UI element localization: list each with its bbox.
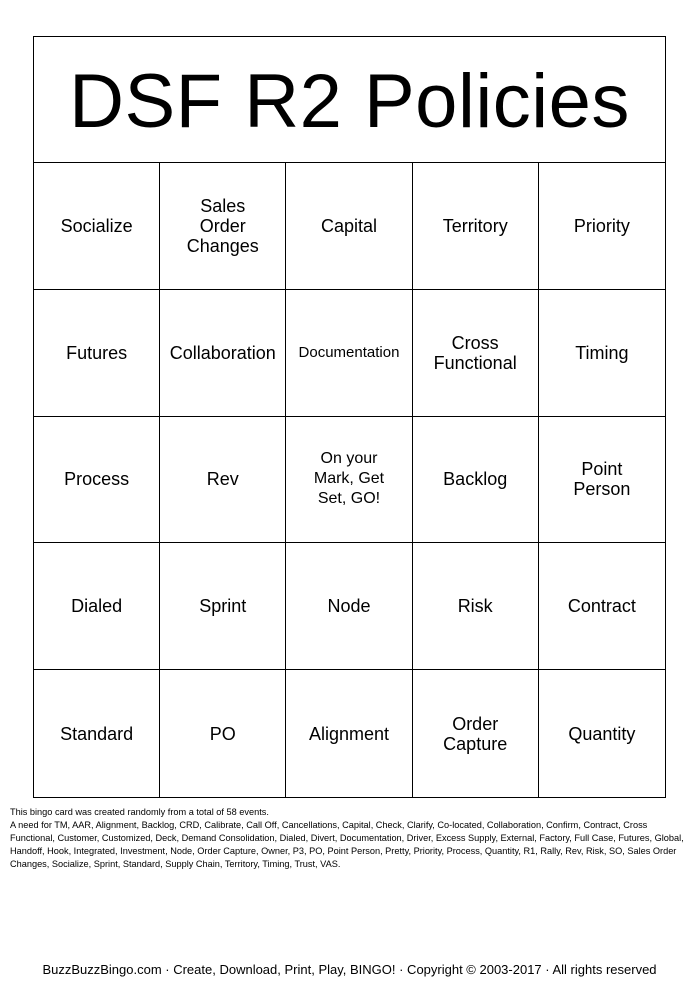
card-title: DSF R2 Policies: [34, 37, 665, 163]
bingo-cell: Timing: [539, 290, 665, 417]
event-list: A need for TM, AAR, Alignment, Backlog, CRD, Calibrate, Call Off, Cancellations, Capital, Check, Clarify, Co-located, Collaboration, Confirm, Contract, Cross Functional, Customer, Customized, Deck, Demand Consolidation, Dialed, Divert, Documentation, Driver, Excess Supply, External, Factory, Full Case, Futures, Global, Handoff, Hook, Integrated, Investment, Node, Order Capture, Owner, P3, PO, Point Person, Pretty, Priority, Process, Quantity, R1, Rally, Rev, Risk, SO, Sales Order Changes, Socialize, Sprint, Standard, Supply Chain, Territory, Timing, Trust, VAS.: [10, 820, 684, 869]
bingo-grid: [34, 163, 665, 797]
bingo-cell: Risk: [413, 543, 539, 670]
bingo-cell: On your Mark, Get Set, GO!: [286, 417, 412, 544]
bingo-cell: Priority: [539, 163, 665, 290]
bingo-cell: Backlog: [413, 417, 539, 544]
bingo-card: [33, 36, 666, 798]
bingo-cell: Order Capture: [413, 670, 539, 797]
bingo-cell: PO: [160, 670, 286, 797]
card-info: [10, 806, 690, 871]
event-count-note: This bingo card was created randomly from a total of 58 events.: [10, 807, 269, 817]
bingo-cell: Quantity: [568, 723, 636, 744]
bingo-cell: Process: [34, 417, 160, 544]
bingo-cell: Alignment: [286, 670, 412, 797]
footer-copyright: BuzzBuzzBingo.com · Create, Download, Print, Play, BINGO! · Copyright © 2003-2017 · All rights reserved: [42, 962, 657, 977]
bingo-cell: Node: [286, 543, 412, 670]
bingo-cell: Futures: [34, 290, 160, 417]
bingo-cell: Cross Functional: [413, 290, 539, 417]
bingo-cell: Sales Order Changes: [160, 163, 286, 290]
bingo-cell: Socialize: [34, 163, 160, 290]
bingo-cell: Rev: [160, 417, 286, 544]
bingo-cell: Sprint: [160, 543, 286, 670]
bingo-cell: Collaboration: [160, 290, 286, 417]
bingo-cell: Documentation: [286, 290, 412, 417]
bingo-cell: Dialed: [34, 543, 160, 670]
bingo-cell: Standard: [34, 670, 160, 797]
bingo-cell: Contract: [539, 543, 665, 670]
bingo-cell: Capital: [286, 163, 412, 290]
bingo-cell: Point Person: [539, 417, 665, 544]
bingo-cell: Territory: [413, 163, 539, 290]
